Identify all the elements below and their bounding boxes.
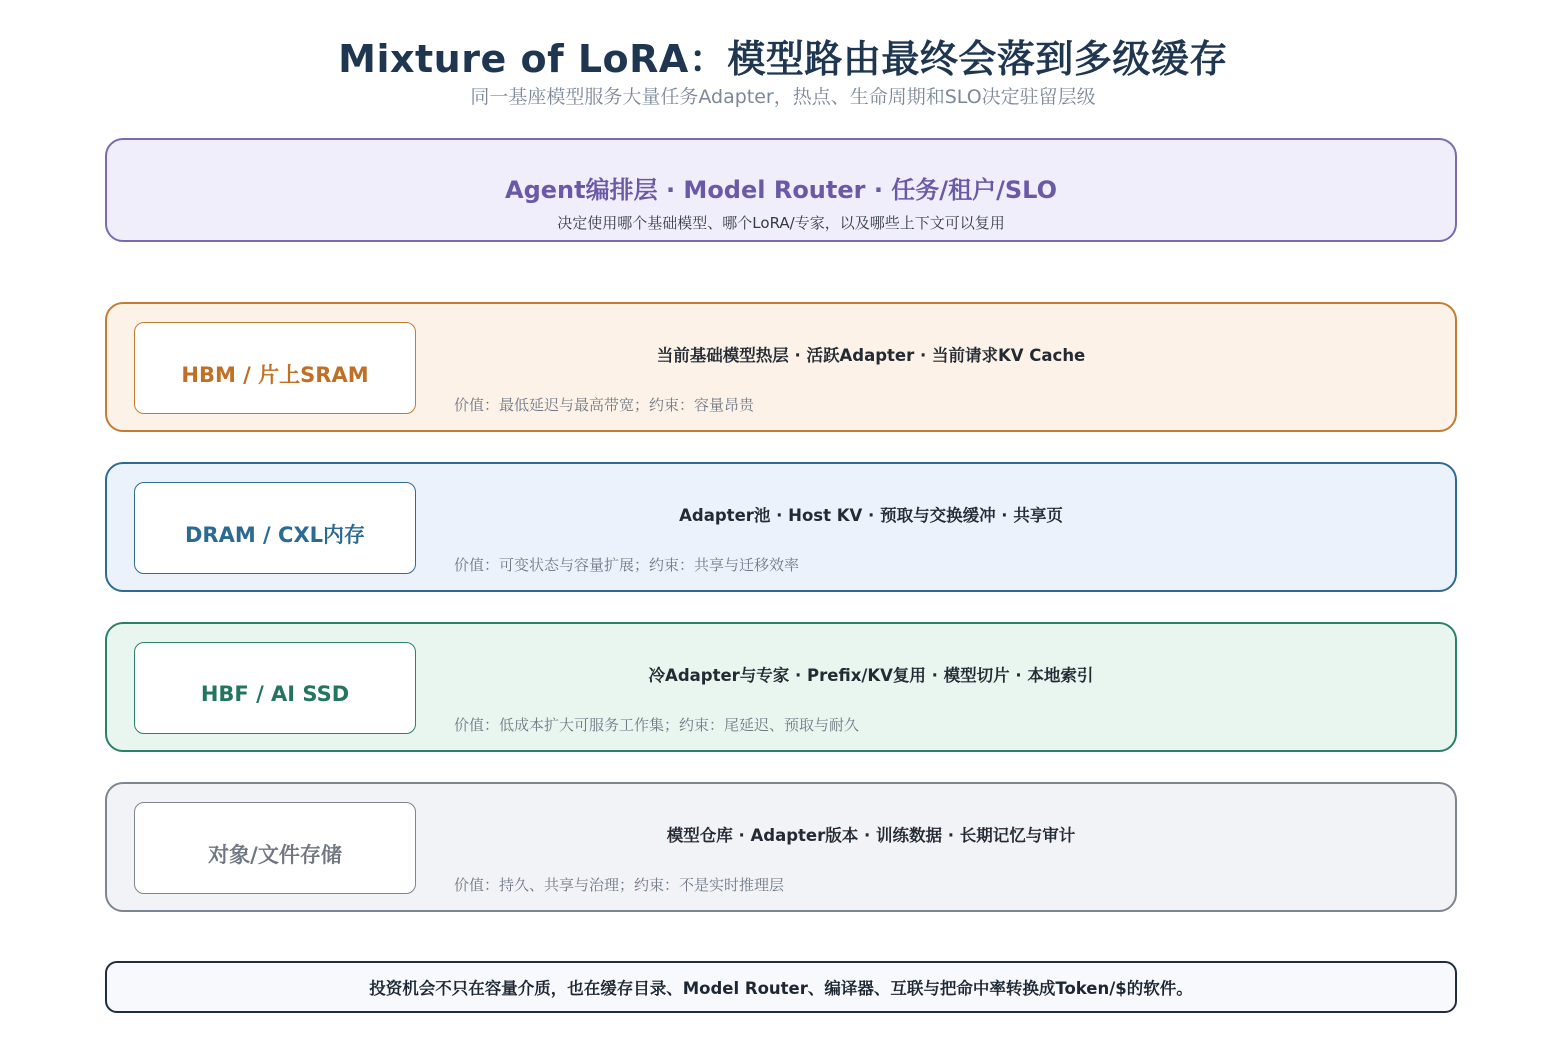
page-subtitle: 同一基座模型服务大量任务Adapter，热点、生命周期和SLO决定驻留层级 <box>470 86 1096 108</box>
orchestration-description: 决定使用哪个基础模型、哪个LoRA/专家，以及哪些上下文可以复用 <box>557 214 1005 232</box>
tier-value: 价值：最低延迟与最高带宽；约束：容量昂贵 <box>454 396 755 414</box>
tier-object-file-storage <box>105 782 1457 912</box>
tier-hbf-ai-ssd <box>105 622 1457 752</box>
tier-items: Adapter池 · Host KV · 预取与交换缓冲 · 共享页 <box>679 506 1063 525</box>
footer-text: 投资机会不只在容量介质，也在缓存目录、Model Router、编译器、互联与把命中率转换成Token/$的软件。 <box>369 979 1193 998</box>
orchestration-headline: Agent编排层 · Model Router · 任务/租户/SLO <box>505 176 1057 204</box>
tier-label-box <box>134 322 416 414</box>
tier-value: 价值：可变状态与容量扩展；约束：共享与迁移效率 <box>454 556 800 574</box>
tier-label: DRAM / CXL内存 <box>184 523 366 547</box>
tier-label: 对象/文件存储 <box>208 843 342 867</box>
tier-label-box <box>134 642 416 734</box>
tier-value: 价值：持久、共享与治理；约束：不是实时推理层 <box>454 876 785 894</box>
tier-label: HBM / 片上SRAM <box>181 363 369 387</box>
tier-items: 模型仓库 · Adapter版本 · 训练数据 · 长期记忆与审计 <box>666 826 1076 845</box>
tier-hbm-sram <box>105 302 1457 432</box>
page-title: Mixture of LoRA：模型路由最终会落到多级缓存 <box>338 37 1228 81</box>
tier-label-box <box>134 802 416 894</box>
tier-label-box <box>134 482 416 574</box>
tier-items: 当前基础模型热层 · 活跃Adapter · 当前请求KV Cache <box>656 346 1086 365</box>
tier-dram-cxl <box>105 462 1457 592</box>
tier-items: 冷Adapter与专家 · Prefix/KV复用 · 模型切片 · 本地索引 <box>648 666 1094 685</box>
tier-value: 价值：低成本扩大可服务工作集；约束：尾延迟、预取与耐久 <box>454 716 860 734</box>
footer-callout <box>105 961 1457 1013</box>
tier-label: HBF / AI SSD <box>200 682 350 706</box>
orchestration-layer-box <box>105 138 1457 242</box>
